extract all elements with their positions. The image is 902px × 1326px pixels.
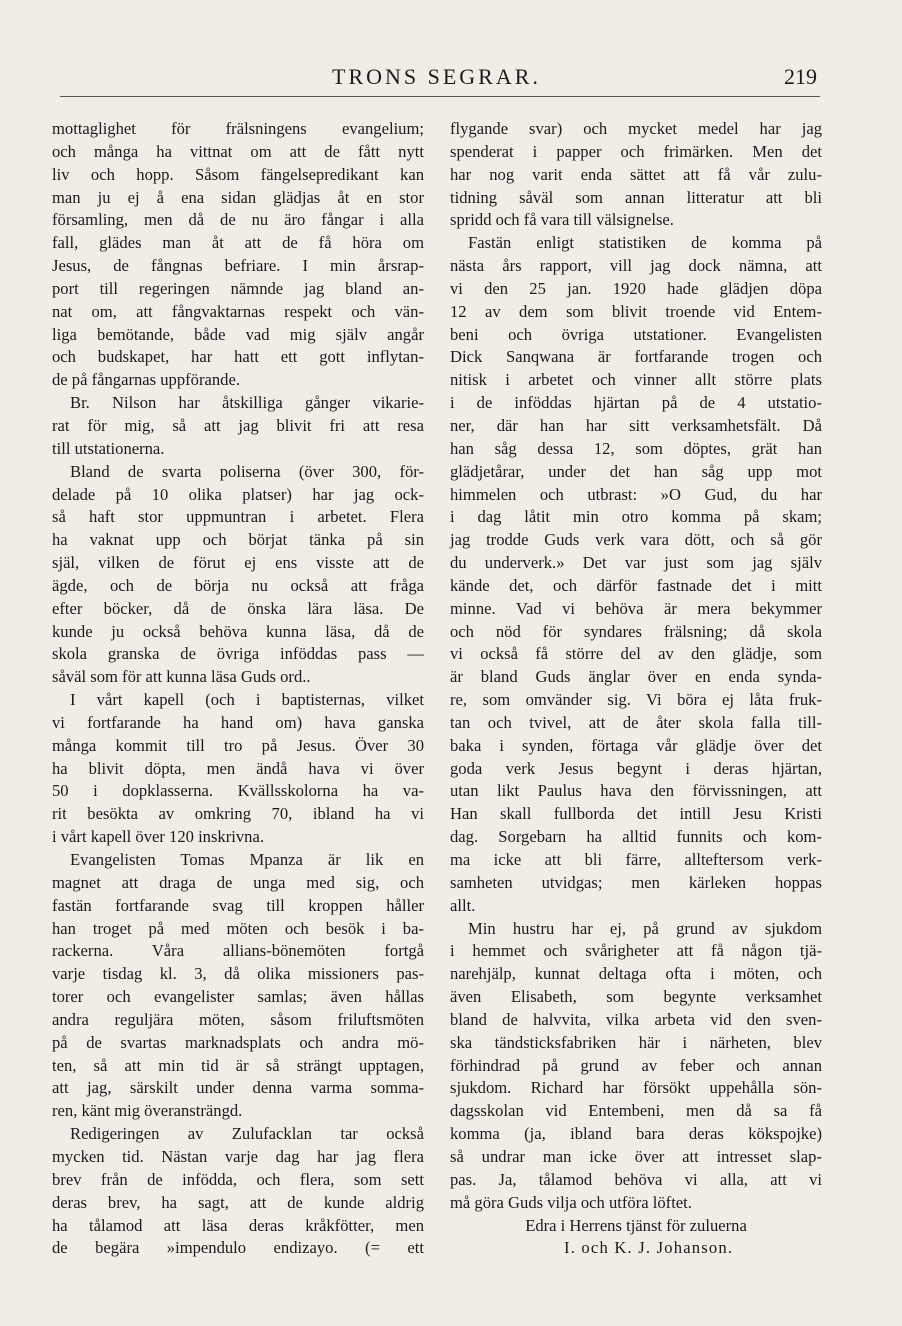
text-line: han troget på med möten och besök i ba-	[52, 918, 424, 938]
text-line: deras brev, ha sagt, att de kunde aldrig	[52, 1192, 424, 1212]
text-line: delade på 10 olika platser) har jag ock-	[52, 484, 424, 504]
text-line: förhindrad på grund av feber och annan	[450, 1055, 822, 1075]
text-line: de på fångarnas uppförande.	[52, 370, 240, 390]
text-line: även Elisabeth, som begynte verksamhet	[450, 987, 822, 1007]
text-line: ma icke att bli färre, allteftersom verk-	[450, 850, 822, 869]
text-line: kunde ju också behöva kunna läsa, då de	[52, 621, 424, 641]
text-line: port till regeringen nämnde jag bland an-	[52, 278, 424, 298]
text-line: i de inföddas hjärtan på de 4 utstatio-	[450, 393, 822, 413]
text-line: I. och K. J. Johanson.	[564, 1238, 734, 1258]
text-line: 50 i dopklasserna. Kvällsskolorna ha va-	[52, 781, 424, 801]
text-line: ha vaknat upp och börjat tänka på sin	[52, 530, 424, 550]
text-line: nat om, att fångvaktarnas respekt och vän-	[52, 301, 424, 321]
text-line: sjukdom. Richard har försökt uppehålla sön-	[450, 1078, 822, 1098]
text-line: ha blivit döpta, men ändå hava vi över	[52, 758, 424, 778]
text-line: efter böcker, då de önska lära läsa. De	[52, 598, 424, 618]
text-line: varje tisdag kl. 3, då olika missioners pas-	[52, 964, 424, 984]
text-line: Dick Sanqwana är fortfarande trogen och	[450, 347, 822, 367]
right-column	[450, 118, 822, 1260]
page-number: 219	[784, 64, 817, 89]
text-line: komma (ja, ibland bara deras kökspojke)	[450, 1124, 822, 1144]
text-line: utan likt Paulus hava den förvissningen, att	[450, 781, 822, 801]
text-line: har nog varit enda sättet att få vår zulu-	[450, 164, 822, 184]
text-line: nästa års rapport, vill jag dock nämna, att	[450, 256, 822, 276]
text-line: mycken tid. Nästan varje dag har jag flera	[52, 1146, 424, 1166]
text-line: att jag, särskilt under denna varma somma-	[52, 1078, 424, 1098]
text-line: glädjetårar, under det han såg upp mot	[450, 461, 822, 481]
text-line: församling, men då de nu äro fångar i alla	[52, 210, 424, 230]
text-line: skola granska de övriga inföddas pass —	[52, 644, 424, 664]
text-line: baka i synden, förtaga vår glädje över det	[450, 735, 822, 755]
text-line: mottaglighet för frälsningens evangelium;	[52, 119, 424, 138]
text-line: 12 av dem som blivit troende vid Entem-	[450, 301, 822, 321]
text-line: andra reguljära möten, såsom friluftsmöten	[52, 1009, 424, 1029]
text-line: spridd och få vara till välsignelse.	[450, 210, 674, 230]
text-line: dagsskolan vid Entembeni, men då sa få	[450, 1101, 822, 1121]
text-line: man ju ej å ena sidan glädjas åt en stor	[52, 187, 424, 207]
text-line: Edra i Herrens tjänst för zuluerna	[525, 1215, 747, 1235]
text-line: tidning såväl som annan litteratur att bli	[450, 187, 822, 207]
text-line: på de svartas marknadsplats och andra mö-	[52, 1032, 424, 1052]
text-line: himmelen och utbrast: »O Gud, du har	[450, 484, 822, 504]
text-line: i hemmet och svårigheter att få någon tjä-	[450, 941, 822, 961]
text-line: Bland de svarta poliserna (över 300, för-	[70, 461, 424, 481]
text-line: själ, vilken de förut ej ens visste att de	[52, 553, 424, 573]
text-line: re, som omvänder sig. Vi böra ej låta fruk-	[450, 690, 822, 710]
text-line: Jesus, de fångnas befriare. I min årsrap-	[52, 256, 424, 276]
text-line: ten, så att min tid är så strängt upptagen,	[52, 1055, 424, 1075]
text-line: nitisk i arbetet och vinner allt större plats	[450, 370, 822, 390]
left-column	[52, 118, 424, 1260]
text-line: må göra Guds vilja och utföra löftet.	[450, 1192, 692, 1212]
text-line: du underverk.» Det var just som jag själv	[450, 553, 822, 573]
text-line: Evangelisten Tomas Mpanza är lik en	[70, 850, 424, 869]
text-line: vi fortfarande ha hand om) hava ganska	[52, 712, 424, 732]
text-line: och nöd för syndares frälsning; då skola	[450, 621, 822, 641]
text-line: Min hustru har ej, på grund av sjukdom	[468, 918, 822, 938]
text-line: vi den 25 jan. 1920 hade glädjen döpa	[450, 278, 822, 298]
text-line: Redigeringen av Zulufacklan tar också	[70, 1124, 424, 1144]
text-line: jag trodde Guds verk vara dött, och så gör	[450, 530, 822, 550]
text-line: rit besökta av omkring 70, ibland ha vi	[52, 804, 424, 824]
text-line: kände det, och därför fastnade det i mitt	[450, 575, 822, 595]
text-line: liga bemötande, både vad mig själv angår	[52, 324, 424, 344]
text-line: minne. Vad vi behöva är mera bekymmer	[450, 598, 822, 618]
text-line: fastän fortfarande svag till kroppen håller	[52, 895, 424, 915]
text-line: dag. Sorgebarn ha alltid funnits och kom-	[450, 827, 822, 847]
text-line: brev från de infödda, och flera, som sett	[52, 1169, 424, 1189]
text-line: han såg dessa 12, som döptes, grät han	[450, 438, 822, 458]
text-line: liv och hopp. Såsom fängelsepredikant kan	[52, 164, 424, 184]
text-line: bland de halvvita, vilka arbeta vid den sven-	[450, 1009, 822, 1029]
text-line: Fastän enligt statistiken de komma på	[468, 233, 822, 253]
text-line: i dag låtit min otro komma på skam;	[450, 507, 822, 527]
text-line: torer och evangelister samlas; även hållas	[52, 987, 424, 1007]
text-line: ren, känt mig överansträngd.	[52, 1101, 243, 1121]
text-line: tan och tvivel, att de åter skola falla till-	[450, 712, 822, 732]
text-line: Han skall fullborda det intill Jesu Kristi	[450, 804, 822, 824]
text-line: goda verk Jesus begynt i deras hjärtan,	[450, 758, 822, 778]
text-line: många kommit till tro på Jesus. Över 30	[52, 735, 424, 755]
text-line: och många ha vittnat om att de fått nytt	[52, 141, 424, 161]
text-line: pas. Ja, tålamod behöva vi alla, att vi	[450, 1169, 822, 1189]
text-line: ägde, och de börja nu också att fråga	[52, 575, 424, 595]
text-line: narehjälp, kunnat deltaga ofta i möten, och	[450, 964, 822, 984]
text-line: rat för mig, så att jag blivit fri att resa	[52, 415, 424, 435]
text-line: allt.	[450, 895, 476, 915]
text-line: spenderat i papper och frimärken. Men det	[450, 141, 822, 161]
text-line: samheten utvidgas; men kärleken hoppas	[450, 872, 822, 892]
running-title: TRONS SEGRAR.	[332, 64, 541, 89]
text-line: I vårt kapell (och i baptisternas, vilket	[70, 690, 424, 710]
text-line: ha tålamod att läsa deras kråkfötter, men	[52, 1215, 424, 1235]
text-line: är bland Guds änglar över en enda synda-	[450, 667, 822, 687]
text-line: ska tändsticksfabriken här i närheten, blev	[450, 1032, 822, 1052]
text-line: fall, glädes man åt att de få höra om	[52, 233, 424, 253]
text-line: de begära »impendulo endizayo. (= ett	[52, 1238, 424, 1258]
header-rule	[60, 96, 820, 97]
text-line: såväl som för att kunna läsa Guds ord..	[52, 667, 311, 687]
text-line: ner, där han har sitt verksamhetsfält. Då	[450, 415, 822, 435]
text-line: så undrar man icke över att intresset slap-	[450, 1146, 822, 1166]
text-line: rackerna. Våra allians-bönemöten fortgå	[52, 941, 424, 961]
text-line: Br. Nilson har åtskilliga gånger vikarie-	[70, 393, 424, 413]
page-header	[0, 62, 902, 92]
text-line: och budskapet, har hatt ett gott inflytan-	[52, 347, 424, 367]
text-line: till utstationerna.	[52, 438, 165, 458]
text-line: vi också få större del av den glädje, som	[450, 644, 822, 664]
text-line: flygande svar) och mycket medel har jag	[450, 119, 822, 138]
text-line: magnet att draga de unga med sig, och	[52, 872, 424, 892]
text-line: så haft stor uppmuntran i arbetet. Flera	[52, 507, 424, 527]
text-line: i vårt kapell över 120 inskrivna.	[52, 827, 264, 847]
text-line: beni och övriga utstationer. Evangelisten	[450, 324, 822, 344]
